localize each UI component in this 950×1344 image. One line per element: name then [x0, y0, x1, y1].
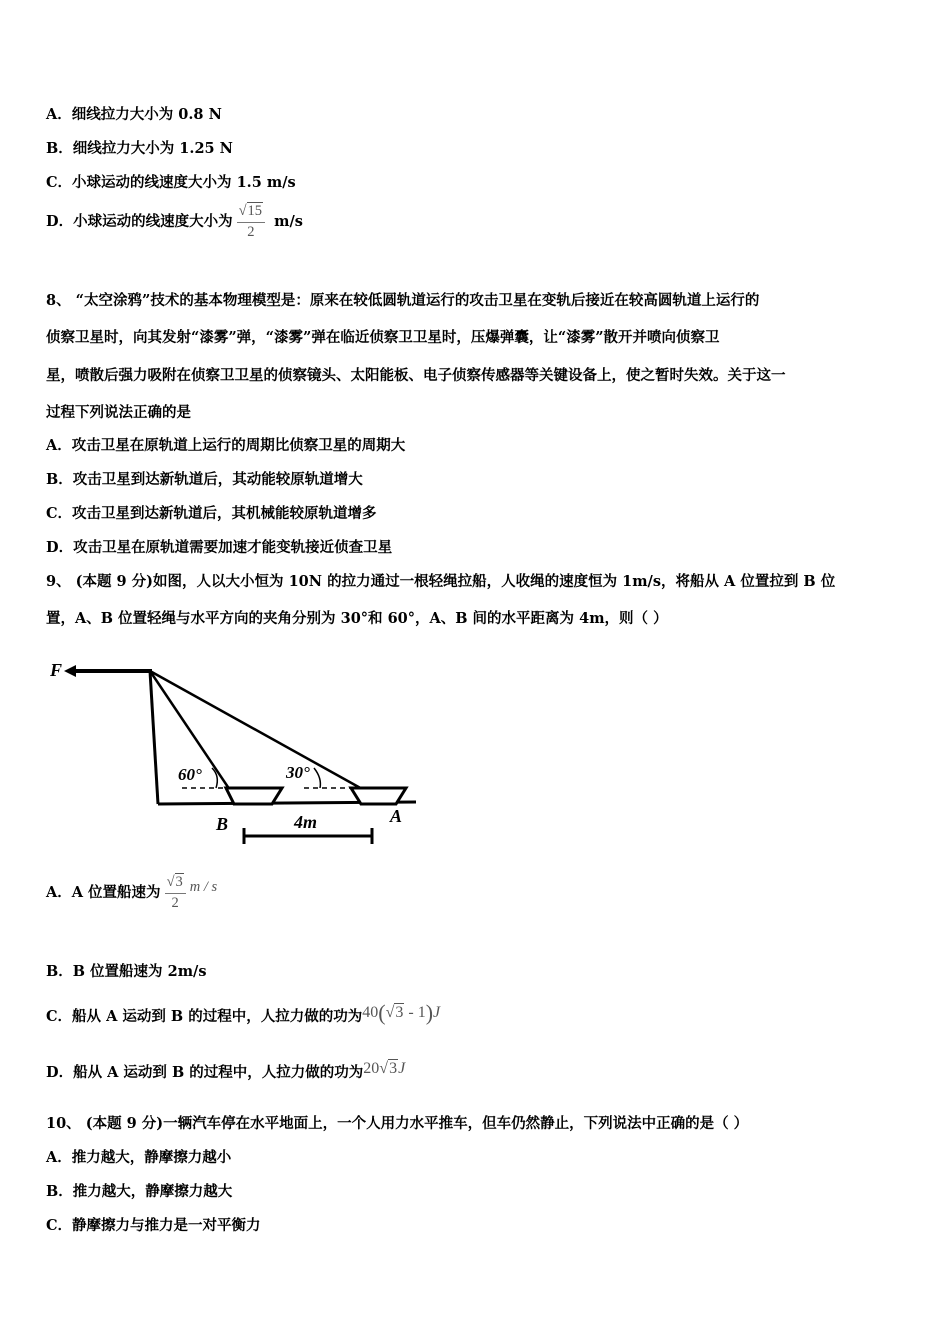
label-angle-60: 60° [178, 765, 202, 784]
q8-stem-line-2: 侦察卫星时，向其发射“漆雾”弹，“漆雾”弹在临近侦察卫卫星时，压爆弹囊，让“漆雾”散开并喷向侦察卫 [46, 329, 720, 346]
q9-option-d [46, 1060, 405, 1082]
q7-d-denominator: 2 [247, 224, 255, 240]
label-b: B [216, 814, 229, 834]
q9-option-a-text: A．A 位置船速为 [46, 884, 161, 901]
q10-option-b: B．推力越大，静摩擦力越大 [46, 1183, 233, 1200]
riverbank [150, 671, 416, 804]
label-f: F [50, 660, 63, 680]
q10-option-c: C．静摩擦力与推力是一对平衡力 [46, 1217, 261, 1234]
q10-stem: 10、 (本题 9 分)一辆汽车停在水平地面上，一个人用力水平推车，但车仍然静止，下列说法中正确的是（ ） [46, 1115, 749, 1132]
label-a: A [390, 806, 403, 826]
q9-option-d-formula: 20√3J [363, 1060, 406, 1077]
q9-option-b: B．B 位置船速为 2m/s [46, 963, 207, 980]
q9-option-a [46, 874, 217, 912]
q9-option-a-fraction: $\frac{√3}{2}$ [165, 874, 186, 912]
q8-option-c: C．攻击卫星到达新轨道后，其机械能较原轨道增多 [46, 505, 377, 522]
q8-stem-line-3: 星，喷散后强力吸附在侦察卫卫星的侦察镜头、太阳能板、电子侦察传感器等关键设备上，使之暂时失效。关于这一 [46, 367, 786, 384]
q9-stem-line-2: 置，A、B 位置轻绳与水平方向的夹角分别为 30°和 60°，A、B 间的水平距离为 4m，则（ ） [46, 610, 668, 627]
q9-option-c-text: C．船从 A 运动到 B 的过程中，人拉力做的功为 [46, 1008, 363, 1025]
q8-stem-line-1: 8、 “太空涂鸦”技术的基本物理模型是：原来在较低圆轨道运行的攻击卫星在变轨后接近在较高圆轨道上运行的 [46, 292, 760, 309]
label-angle-30: 30° [286, 763, 310, 782]
q7-option-b: B．细线拉力大小为 1.25 N [46, 140, 233, 157]
q9-figure [46, 652, 426, 852]
q8-option-d: D．攻击卫星在原轨道需要加速才能变轨接近侦查卫星 [46, 539, 393, 556]
q8-option-a: A．攻击卫星在原轨道上运行的周期比侦察卫星的周期大 [46, 437, 406, 454]
q9-a-unit: m / s [189, 879, 218, 895]
boat-a [351, 788, 406, 804]
label-4m: 4m [294, 812, 318, 832]
q10-option-a: A．推力越大，静摩擦力越小 [46, 1149, 232, 1166]
force-arrow [64, 665, 152, 677]
q7-option-d-text: D．小球运动的线速度大小为 [46, 213, 233, 230]
q7-option-d-fraction: $\frac{√15}{2}$ [237, 203, 265, 241]
q9-option-c [46, 1000, 440, 1026]
q7-option-a: A．细线拉力大小为 0.8 N [46, 106, 222, 123]
q8-option-b: B．攻击卫星到达新轨道后，其动能较原轨道增大 [46, 471, 363, 488]
q9-stem-line-1: 9、 (本题 9 分)如图，人以大小恒为 10N 的拉力通过一根轻绳拉船，人收绳的速度恒为 1m/s，将船从 A 位置拉到 B 位 [46, 573, 836, 590]
q9-option-c-formula: 40(√3 - 1)J [362, 1000, 441, 1025]
q9-a-radicand: 3 [175, 874, 183, 890]
q7-option-d [46, 203, 303, 241]
q9-a-denominator: 2 [171, 895, 179, 911]
q8-stem-line-4: 过程下列说法正确的是 [46, 404, 191, 421]
q9-option-d-text: D．船从 A 运动到 B 的过程中，人拉力做的功为 [46, 1064, 364, 1081]
q7-option-c: C．小球运动的线速度大小为 1.5 m/s [46, 174, 296, 191]
q7-option-d-unit: m/s [274, 213, 303, 230]
q7-d-radicand: 15 [247, 203, 263, 219]
boat-b [226, 788, 282, 804]
